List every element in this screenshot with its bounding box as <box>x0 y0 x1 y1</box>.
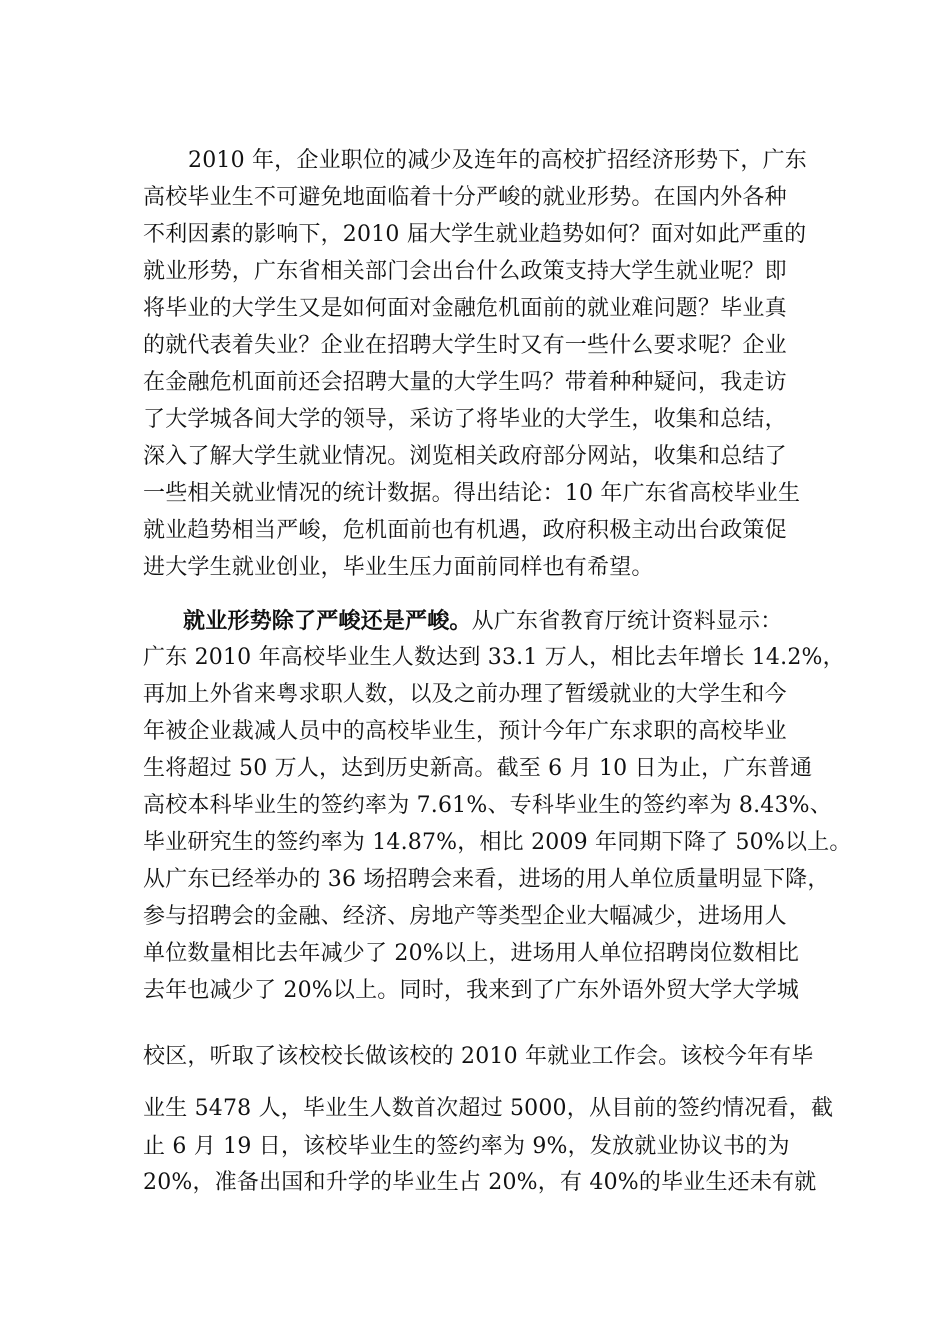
paragraph-1-line-7: 在金融危机面前还会招聘大量的大学生吗？带着种种疑问，我走访 <box>143 370 787 395</box>
paragraph-1-line-8: 了大学城各间大学的领导，采访了将毕业的大学生，收集和总结， <box>143 407 787 432</box>
paragraph-2-line-7: 毕业研究生的签约率为 14.87%，相比 2009 年同期下降了 50%以上。 <box>143 830 852 855</box>
paragraph-2-line-1 <box>183 606 782 637</box>
paragraph-2-line-3: 再加上外省来粤求职人数，以及之前办理了暂缓就业的大学生和今 <box>143 682 787 707</box>
paragraph-2-bold-lead: 就业形势除了严峻还是严峻。 <box>183 608 472 634</box>
paragraph-3-line-3: 止 6 月 19 日，该校毕业生的签约率为 9%，发放就业协议书的为 <box>143 1134 790 1159</box>
paragraph-2-line-5: 生将超过 50 万人，达到历史新高。截至 6 月 10 日为止，广东普通 <box>143 756 813 781</box>
paragraph-1-line-1: 2010 年，企业职位的减少及连年的高校扩招经济形势下，广东 <box>188 148 807 173</box>
paragraph-3-line-2: 业生 5478 人，毕业生人数首次超过 5000，从目前的签约情况看，截 <box>143 1096 834 1121</box>
paragraph-1-line-2: 高校毕业生不可避免地面临着十分严峻的就业形势。在国内外各种 <box>143 185 787 210</box>
paragraph-2-line-11: 去年也减少了 20%以上。同时，我来到了广东外语外贸大学大学城 <box>143 978 800 1003</box>
paragraph-2-line-2: 广东 2010 年高校毕业生人数达到 33.1 万人，相比去年增长 14.2%， <box>143 645 845 670</box>
paragraph-2-line-6: 高校本科毕业生的签约率为 7.61%、专科毕业生的签约率为 8.43%、 <box>143 793 832 818</box>
paragraph-2-line-8: 从广东已经举办的 36 场招聘会来看，进场的用人单位质量明显下降， <box>143 867 830 892</box>
paragraph-2-line-9: 参与招聘会的金融、经济、房地产等类型企业大幅减少，进场用人 <box>143 904 787 929</box>
paragraph-3-line-4: 20%，准备出国和升学的毕业生占 20%，有 40%的毕业生还未有就 <box>143 1170 817 1195</box>
paragraph-1-line-12: 进大学生就业创业，毕业生压力面前同样也有希望。 <box>143 555 654 580</box>
paragraph-2-first-line-rest: 从广东省教育厅统计资料显示： <box>471 609 783 634</box>
paragraph-1-line-5: 将毕业的大学生又是如何面对金融危机面前的就业难问题？毕业真 <box>143 296 787 321</box>
paragraph-1-line-11: 就业趋势相当严峻，危机面前也有机遇，政府积极主动出台政策促 <box>143 518 787 543</box>
paragraph-1-line-4: 就业形势，广东省相关部门会出台什么政策支持大学生就业呢？即 <box>143 259 787 284</box>
paragraph-1-line-6: 的就代表着失业？企业在招聘大学生时又有一些什么要求呢？企业 <box>143 333 787 358</box>
paragraph-2-line-4: 年被企业裁减人员中的高校毕业生，预计今年广东求职的高校毕业 <box>143 719 787 744</box>
paragraph-1-line-9: 深入了解大学生就业情况。浏览相关政府部分网站，收集和总结了 <box>143 444 787 469</box>
paragraph-1-line-3: 不利因素的影响下，2010 届大学生就业趋势如何？面对如此严重的 <box>143 222 807 247</box>
paragraph-1-line-10: 一些相关就业情况的统计数据。得出结论：10 年广东省高校毕业生 <box>143 481 801 506</box>
paragraph-2-line-10: 单位数量相比去年减少了 20%以上，进场用人单位招聘岗位数相比 <box>143 941 800 966</box>
paragraph-3-line-1: 校区，听取了该校校长做该校的 2010 年就业工作会。该校今年有毕 <box>143 1044 814 1069</box>
